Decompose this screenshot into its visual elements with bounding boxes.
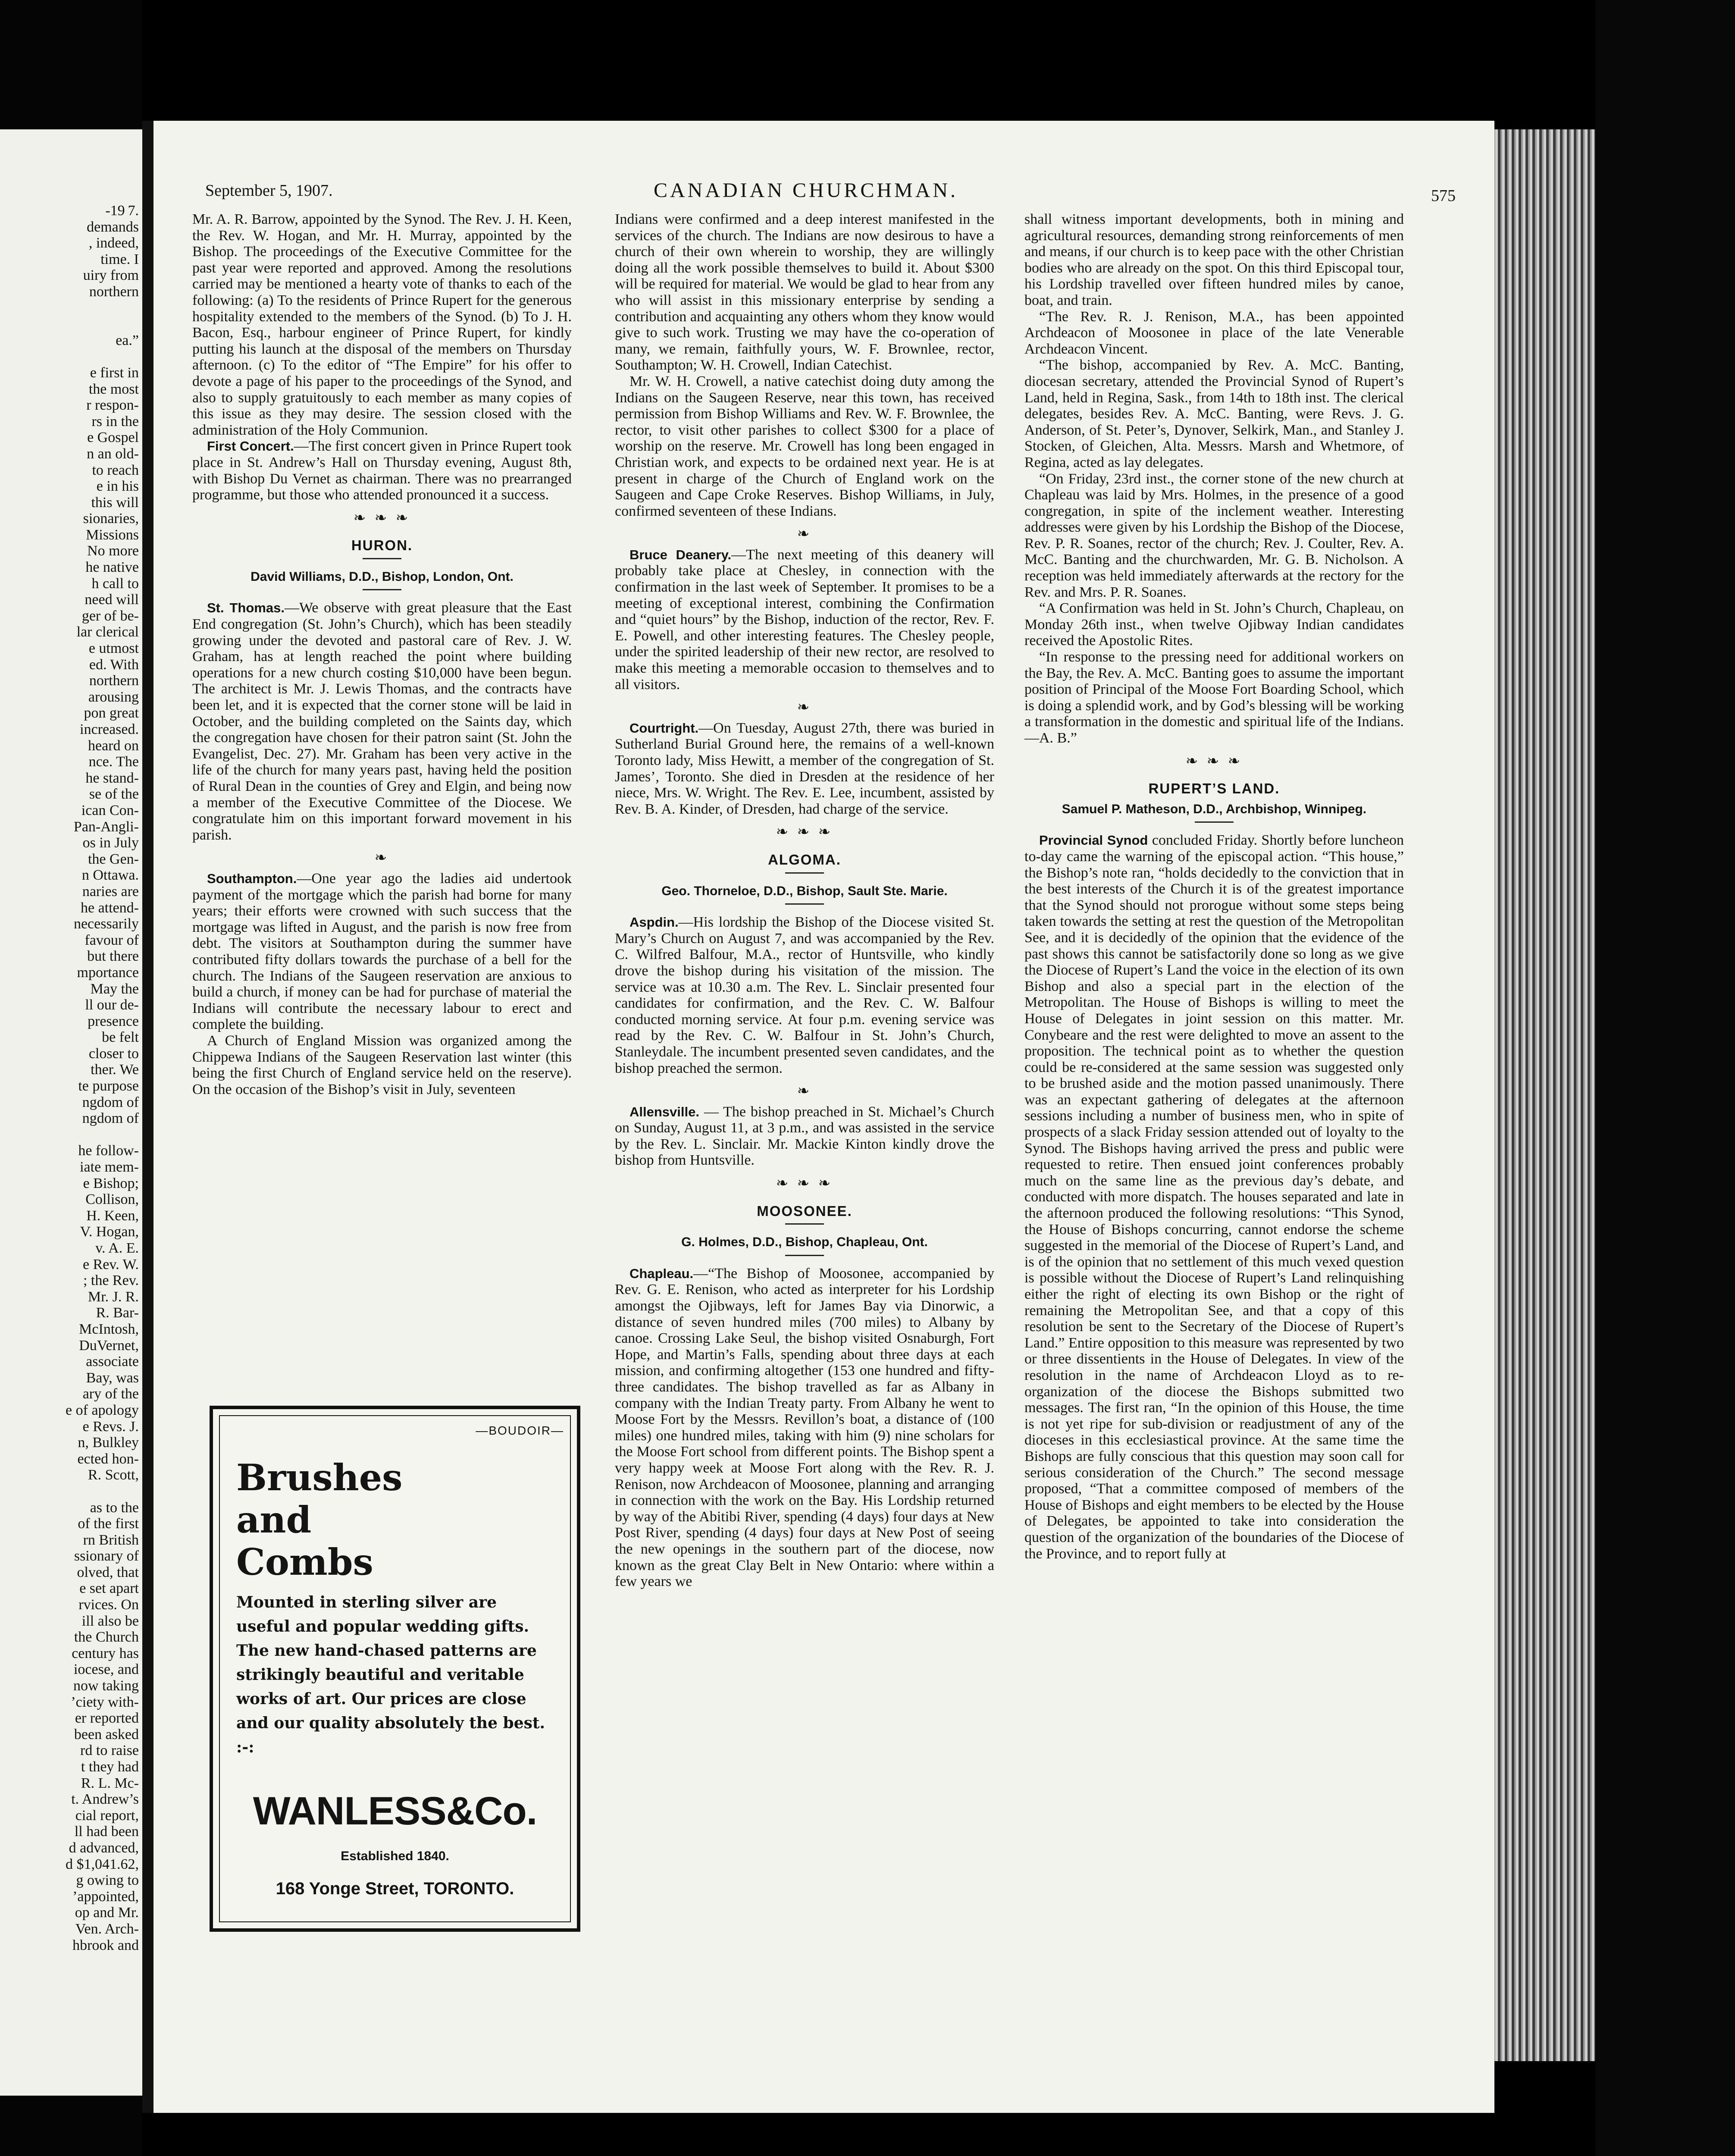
facing-page-line: cial report, xyxy=(75,1807,139,1824)
facing-page-line: op and Mr. xyxy=(75,1905,139,1921)
facing-page-line: v. A. E. xyxy=(95,1240,139,1256)
facing-page-line: ger of be- xyxy=(81,608,139,624)
divider xyxy=(785,903,824,905)
paragraph: “On Friday, 23rd inst., the corner stone of the new church at Chapleau was laid by Mrs. Holmes, in the presence of a good congregation, in spite of the inclement weather. Interesting addresses were given by his Lordship the Bishop of the Diocese, Rev. P. R. Soanes, rector of the church; Rev. J. Coulter, Rev. A. McC. Banting and the churchwarden, Mr. G. B. Nicholson. A reception was held immediately afterwards at the rectory for the Rev. and Mrs. P. R. Soanes. xyxy=(1024,470,1404,600)
ad-address: 168 Yonge Street, TORONTO. xyxy=(276,1879,514,1898)
facing-page-line: e in his xyxy=(96,478,139,495)
issue-date: September 5, 1907. xyxy=(205,182,333,200)
facing-page-line: Ven. Arch- xyxy=(75,1921,139,1937)
run-in-heading: First Concert. xyxy=(207,439,294,454)
facing-page-line: sionaries, xyxy=(83,511,139,527)
newspaper-page xyxy=(153,121,1494,2113)
ad-brand: WANLESS&Co. xyxy=(253,1789,537,1833)
advertisement-box xyxy=(210,1406,580,1932)
facing-page-line: R. Scott, xyxy=(88,1467,139,1483)
facing-page-line: the Gen- xyxy=(88,851,139,867)
facing-page-line: e Rev. W. xyxy=(82,1256,139,1272)
paragraph xyxy=(192,600,572,843)
facing-page-line: heard on xyxy=(88,737,139,754)
paragraph-text: —One year ago the ladies aid undertook payment of the mortgage which the parish had borne for many years; their efforts were crowned with such success that the mortgage was lifted in August, and the parish is now free from debt. The visitors at Southampton during the summer have contributed fifty dollars towards the purchase of a bell for the church. The Indians of the Saugeen reservation are anxious to build a church, if money can be had for purchase of material the Indians will contribute the necessary labour to erect and complete the building. xyxy=(192,870,572,1033)
run-in-heading: Aspdin. xyxy=(629,915,679,930)
facing-page-line: rs in the xyxy=(91,413,139,429)
facing-page-line: ill also be xyxy=(81,1613,139,1629)
facing-page-line: ll our de- xyxy=(85,997,139,1013)
ad-headline: Brushes and Combs xyxy=(236,1456,403,1583)
section-ornament: ❧ xyxy=(374,850,390,866)
facing-page-line: he attend- xyxy=(81,899,139,916)
divider xyxy=(785,1255,824,1256)
page-number: 575 xyxy=(1431,187,1456,205)
paragraph xyxy=(615,1104,994,1169)
paragraph-text: —The next meeting of this deanery will probably take place at Chesley, in connection with the confirmation in the last week of September. It promises to be a meeting of exceptional interest, combining the Confirmation and “quiet hours” by the Bishop, induction of the rector, Rev. F. E. Powell, and other interesting features. The Chesley people, under the spirited leadership of their new rector, are resolved to make this meeting a memorable occasion to themselves and to all visitors. xyxy=(615,546,994,693)
facing-page-line: this will xyxy=(91,494,139,511)
paragraph: “The Rev. R. J. Renison, M.A., has been appointed Archdeacon of Moosonee in place of the late Venerable Archdeacon Vincent. xyxy=(1024,308,1404,357)
section-ornament: ❧ ❧ ❧ xyxy=(776,824,833,840)
run-in-heading: Allensville. xyxy=(629,1104,699,1119)
facing-page-line: McIntosh, xyxy=(79,1321,139,1337)
facing-page-line: rn British xyxy=(83,1532,139,1548)
facing-page-line: northern xyxy=(89,283,139,300)
facing-page-line: the Church xyxy=(74,1629,139,1645)
paragraph xyxy=(615,720,994,818)
facing-page-line: DuVernet, xyxy=(79,1337,139,1354)
section-title: MOOSONEE. xyxy=(757,1203,852,1219)
facing-page-text xyxy=(1,203,139,1953)
facing-page-line: iate mem- xyxy=(80,1159,139,1175)
facing-page-line: rd to raise xyxy=(80,1742,139,1759)
facing-page-line: nce. The xyxy=(88,754,139,770)
masthead: CANADIAN CHURCHMAN. xyxy=(654,179,958,202)
facing-page-line: been asked xyxy=(74,1726,139,1742)
facing-page-line: naries are xyxy=(82,883,139,899)
divider xyxy=(785,872,824,874)
bishop-byline: Geo. Thorneloe, D.D., Bishop, Sault Ste. Marie. xyxy=(661,884,948,898)
facing-page-line: ected hon- xyxy=(77,1451,139,1467)
facing-page-line: Pan-Angli- xyxy=(73,818,139,835)
facing-page-line: te purpose xyxy=(78,1078,139,1094)
column-3 xyxy=(1024,211,1404,1562)
paragraph xyxy=(192,438,572,503)
facing-page-line: g owing to xyxy=(76,1872,139,1889)
paragraph: Mr. W. H. Crowell, a native catechist doing duty among the Indians on the Saugeen Reserve, near this town, has received permission from Bishop Williams and Rev. W. F. Brownlee, the rector, to visit other parishes to collect $300 for a place of worship on the reserve. Mr. Crowell has long been engaged in Christian work, and expects to be ordained next year. He is at present in charge of the Church of England work on the Saugeen and Cape Croke Reserves. Bishop Williams, in July, confirmed seventeen of these Indians. xyxy=(615,373,994,519)
bishop-byline: David Williams, D.D., Bishop, London, Ont. xyxy=(251,569,514,584)
facing-page-line: olved, that xyxy=(77,1564,139,1580)
facing-page-line: ngdom of xyxy=(82,1110,139,1127)
facing-page-line: ican Con- xyxy=(81,802,139,818)
section-ornament: ❧ ❧ ❧ xyxy=(1185,753,1243,769)
divider xyxy=(1195,821,1234,823)
facing-page-line: ’ciety with- xyxy=(71,1694,139,1710)
facing-page-line: e utmost xyxy=(88,640,139,657)
facing-page-line xyxy=(1,316,139,332)
facing-page-line xyxy=(1,300,139,317)
facing-page-line: ngdom of xyxy=(82,1094,139,1110)
facing-page-line: now taking xyxy=(73,1678,139,1694)
ad-body: Mounted in sterling silver are useful and popular wedding gifts. The new hand-chased patterns are strikingly beautiful and veritable works of art. Our prices are close and our quality absolutely the best. :-: xyxy=(236,1593,545,1756)
facing-page-line: -19 7. xyxy=(105,203,139,219)
facing-page-line: t. Andrew’s xyxy=(71,1791,139,1808)
facing-page-line: time. I xyxy=(100,251,139,267)
facing-page-line: be felt xyxy=(102,1029,139,1046)
paragraph: Mr. A. R. Barrow, appointed by the Synod. The Rev. J. H. Keen, the Rev. W. Hogan, and Mr. H. Murray, appointed by the Bishop. The proceedings of the Executive Committee for the past year were reported and approved. Among the resolutions carried may be mentioned a hearty vote of thanks to each of the following: (a) To the residents of Prince Rupert for the generous hospitality extended to the members of the Synod. (b) To J. H. Bacon, Esq., harbour engineer of Prince Rupert, for kindly putting his launch at the disposal of the members on Thursday afternoon. (c) To the editor of “The Empire” for his offer to devote a page of his paper to the proceedings of the Synod, and also to supply gratuitously to each member as many copies of this issue as they may desire. The session closed with the administration of the Holy Communion. xyxy=(192,211,572,438)
facing-page-line: se of the xyxy=(89,786,139,802)
facing-page-line: to reach xyxy=(92,462,139,478)
facing-page-line: of the first xyxy=(78,1516,139,1532)
facing-page-line: lar clerical xyxy=(76,624,139,640)
facing-page-line: No more xyxy=(87,543,139,559)
facing-page-line: ther. We xyxy=(91,1062,139,1078)
facing-page-line: ; the Rev. xyxy=(83,1272,139,1289)
facing-page-line xyxy=(1,1483,139,1500)
paragraph xyxy=(615,547,994,693)
paragraph: shall witness important developments, both in mining and agricultural resources, demanding strong reinforcements of men and means, if our church is to keep pace with the other Christian bodies who are already on the spot. On this third Episcopal tour, his Lordship travelled over fifteen hundred miles by canoe, boat, and train. xyxy=(1024,211,1404,308)
page-gutter xyxy=(142,121,153,2113)
facing-page-line: the most xyxy=(88,381,139,397)
facing-page-line: e Gospel xyxy=(87,429,139,446)
run-in-heading: Bruce Deanery. xyxy=(629,547,732,562)
facing-page-line: ed. With xyxy=(89,656,139,673)
divider xyxy=(785,1223,824,1225)
facing-page-line: ary of the xyxy=(82,1386,139,1402)
facing-page-line: hbrook and xyxy=(72,1937,139,1953)
section-ornament: ❧ xyxy=(797,1083,812,1100)
paragraph xyxy=(1024,832,1404,1562)
paragraph-text: —We observe with great pleasure that the East End congregation (St. John’s Church), which has been steadily growing under the devoted and pastoral care of Rev. J. W. Graham, has at length reached the point where building operations for a new church costing $10,000 have been begun. The architect is Mr. J. Lewis Thomas, and the contracts have been let, and it is expected that the corner stone will be laid in October, and the building completed on the Saints day, which the congregation have chosen for their patron saint (St. John the Evangelist, Dec. 27). Mr. Graham has been very active in the life of the church for many years past, having held the position of Rural Dean in the counties of Grey and Elgin, and being now a member of the Executive Committee of the Diocese. We congratulate him on this important forward movement in his parish. xyxy=(192,600,572,843)
section-title: HURON. xyxy=(351,537,413,554)
section-ornament: ❧ xyxy=(797,526,812,542)
divider xyxy=(363,589,401,590)
facing-page-line: ’appointed, xyxy=(72,1888,139,1905)
facing-page-line: r respon- xyxy=(86,397,139,414)
facing-page-line: e Bishop; xyxy=(83,1175,139,1191)
run-in-heading: Provincial Synod xyxy=(1039,833,1148,848)
facing-page-line: presence xyxy=(88,1013,139,1029)
ad-established: Established 1840. xyxy=(341,1849,449,1863)
facing-page-line: n an old- xyxy=(87,445,139,462)
facing-page-line: century has xyxy=(72,1645,139,1661)
paragraph: “In response to the pressing need for additional workers on the Bay, the Rev. A. McC. Banting goes to assume the important position of Principal of the Moose Fort Boarding School, which is doing a splendid work, and by God’s blessing will be working a transformation in the domestic and spiritual life of the Indians.—A. B.” xyxy=(1024,649,1404,746)
facing-page-line: Mr. J. R. xyxy=(88,1288,139,1305)
facing-page-line: e first in xyxy=(90,364,139,381)
bishop-byline: G. Holmes, D.D., Bishop, Chapleau, Ont. xyxy=(681,1235,928,1250)
facing-page-line: R. Bar- xyxy=(96,1305,139,1321)
divider xyxy=(363,558,401,559)
paragraph: “A Confirmation was held in St. John’s Church, Chapleau, on Monday 26th inst., when twelve Ojibway Indian candidates received the Apostolic Rites. xyxy=(1024,600,1404,649)
page-header xyxy=(205,181,1464,207)
facing-page-line: ea.” xyxy=(116,332,139,348)
facing-page-edge xyxy=(0,129,142,2096)
facing-page-line: Bay, was xyxy=(86,1369,139,1386)
facing-page-line: e Revs. J. xyxy=(82,1418,139,1435)
paragraph-text: —His lordship the Bishop of the Diocese visited St. Mary’s Church on August 7, and was accompanied by the Rev. C. Wilfred Balfour, M.A., rector of Huntsville, who kindly drove the bishop during his visitation of the mission. The service was at 10.30 a.m. The Rev. L. Sinclair presented four candidates for confirmation, and the Rev. C. W. Balfour conducted morning service. At four p.m. evening service was read by the Rev. C. W. Balfour in St. John’s Church, Stanleydale. The incumbent presented seven candidates, and the bishop preached the sermon. xyxy=(615,914,994,1076)
facing-page-line: May the xyxy=(90,981,139,997)
facing-page-line: os in July xyxy=(82,835,139,851)
paragraph-text: —“The Bishop of Moosonee, accompanied by Rev. G. E. Renison, who acted as interpreter for his Lordship amongst the Ojibways, left for James Bay via Dinorwic, a distance of seven hundred miles (700 miles) to Albany by canoe. Crossing Lake Seul, the bishop visited Osnaburgh, Fort Hope, and Martin’s Falls, spending about three days at each mission, and confirming altogether (153 one hundred and fifty-three candidates. The bishop travelled as far as Albany in company with the Indian Treaty party. From Albany he went to Moose Fort by the Messrs. Revillon’s boat, a distance of (100 miles) one hundred miles, taking with him (9) nine scholars for the Moose Fort school from different points. The Bishop spent a very happy week at Moose Fort along with the Rev. R. J. Renison, now Archdeacon of Moosonee, planning and arranging in connection with the work on the Bay. His Lordship returned by way of the Abitibi River, spending (4 days) four days at New Post River, spending (4 days) four days at New Post of seeing the new openings in the southern part of the diocese, now known as the great Clay Belt in New Ontario: where within a few years we xyxy=(615,1265,994,1590)
facing-page-line: closer to xyxy=(88,1045,139,1062)
section-ornament: ❧ ❧ ❧ xyxy=(776,1175,833,1192)
facing-page-line: t they had xyxy=(81,1759,139,1775)
facing-page-line: V. Hogan, xyxy=(80,1224,139,1240)
facing-page-line: as to the xyxy=(90,1499,139,1516)
run-in-heading: Southampton. xyxy=(207,871,297,886)
facing-page-line: R. L. Mc- xyxy=(81,1775,139,1791)
facing-page-line: he follow- xyxy=(78,1143,139,1159)
facing-page-line: he native xyxy=(85,559,139,576)
facing-page-line: d advanced, xyxy=(69,1839,139,1856)
facing-page-line xyxy=(1,348,139,365)
facing-page-line: northern xyxy=(89,673,139,689)
facing-page-line: pon great xyxy=(84,705,139,721)
section-ornament: ❧ ❧ ❧ xyxy=(353,510,411,526)
facing-page-line: favour of xyxy=(85,932,139,948)
run-in-heading: Courtright. xyxy=(629,720,699,736)
scan-border-right xyxy=(1595,0,1735,2156)
facing-page-line: increased. xyxy=(80,721,139,737)
run-in-heading: Chapleau. xyxy=(629,1266,694,1281)
column-1 xyxy=(192,211,572,1097)
facing-page-line: uiry from xyxy=(83,267,139,284)
facing-page-line: but there xyxy=(87,948,139,965)
ad-tag: —BOUDOIR— xyxy=(476,1424,564,1437)
paragraph-text: —The first concert given in Prince Rupert took place in St. Andrew’s Hall on Thursday evening, August 8th, with Bishop Du Vernet as chairman. There was no prearranged programme, but those who attended pronounced it a success. xyxy=(192,438,572,503)
facing-page-line: H. Keen, xyxy=(86,1207,139,1224)
facing-page-line: need will xyxy=(85,592,139,608)
facing-page-line: associate xyxy=(86,1354,139,1370)
bishop-byline: Samuel P. Matheson, D.D., Archbishop, Winnipeg. xyxy=(1062,802,1367,816)
section-title: ALGOMA. xyxy=(768,851,841,868)
facing-page-line: arousing xyxy=(88,689,139,705)
facing-page-line xyxy=(1,1127,139,1143)
facing-page-line: iocese, and xyxy=(73,1661,139,1678)
section-title: RUPERT’S LAND. xyxy=(1148,780,1280,797)
facing-page-line: n, Bulkley xyxy=(78,1435,139,1451)
paragraph xyxy=(192,871,572,1033)
paragraph-text: concluded Friday. Shortly before luncheon to-day came the warning of the episcopal action. “This house,” the Bishop’s note ran, “holds decidedly to the conviction that in the best interests of the Church it is of the greatest importance that the Synod should not prorogue without some steps being taken towards the setting at rest the question of the Metropolitan See, and it is decidedly of the opinion that the evidence of the past shows this cannot be satisfactorily done so long as we give the Diocese of Rupert’s Land the voice in the election of its own Bishop and also a special part in the election of the Metropolitan. The House of Bishops is willing to meet the House of Delegates in joint session on this matter. Mr. Conybeare and the rest were delighted to move an assent to the proposition. The technical point as to whether the question could be re-considered at the same session was suggested only to be brushed aside and the motion passed unanimously. There was an expectant gathering of delegates at the afternoon sessions including a number of business men, who in spite of prospects of a slack Friday session attended out of loyalty to the Synod. The Bishops having arrived the press and public were requested to retire. Then ensued joint conferences probably much on the same line as the previous day’s debate, and conducted with more dispatch. The houses separated and late in the afternoon produced the following resolutions: “This Synod, the House of Bishops concurring, cannot endorse the scheme suggested in the memorial of the Diocese of Rupert’s Land, and is of the opinion that no settlement of this much vexed question is possible without the Diocese of Rupert’s Land relinquishing either the right of electing its own Bishop or the right of remaining the Metropolitan See, and that a copy of this resolution be sent to the Secretary of the Diocese of Rupert’s Land.” Entire opposition to this measure was represented by two or three dissentients in the House of Delegates. In view of the resolution in the name of Archdeacon Lloyd as to re-organization of the diocese the Bishops submitted two messages. The first ran, “In the opinion of this House, the time is not yet ripe for sub-division or readjustment of any of the dioceses in this ecclesiastical province. At the same time the Bishops are fully conscious that this question may soon call for serious consideration of the Church.” The second message proposed, “That a committee composed of members of the House of Bishops and eight members to be elected by the House of Delegates, be appointed to take into consideration the question of the organization of the boundaries of the Diocese of the Province, and to report fully at xyxy=(1024,832,1404,1562)
paragraph xyxy=(615,1266,994,1590)
facing-page-line: n Ottawa. xyxy=(81,867,139,884)
facing-page-line: Collison, xyxy=(85,1191,139,1208)
facing-page-line: ll had been xyxy=(74,1824,139,1840)
paragraph: “The bishop, accompanied by Rev. A. McC. Banting, diocesan secretary, attended the Provincial Synod of Rupert’s Land, held in Regina, Sask., from 14th to 18th inst. The clerical delegates, besides Rev. A. McC. Banting, were Revs. J. G. Anderson, of St. Peter’s, Dynover, Selkirk, Man., and Stanley J. Stocken, of Gleichen, Alta. Messrs. Marsh and Whetmore, of Regina, acted as lay delegates. xyxy=(1024,357,1404,470)
column-2 xyxy=(615,211,994,1590)
paragraph-text: —On Tuesday, August 27th, there was buried in Sutherland Burial Ground here, the remains of a well-known Toronto lady, Miss Hewitt, a member of the congregation of St. James’, Toronto. She died in Dresden at the residence of her niece, Mrs. W. Wright. The Rev. E. Lee, incumbent, assisted by Rev. B. A. Kinder, of Dresden, had charge of the service. xyxy=(615,720,994,817)
facing-page-line: necessarily xyxy=(73,916,139,932)
paragraph: A Church of England Mission was organized among the Chippewa Indians of the Saugeen Reservation last winter (this being the first Church of England service held on the reserve). On the occasion of the Bishop’s visit in July, seventeen xyxy=(192,1032,572,1097)
paragraph xyxy=(615,914,994,1076)
section-ornament: ❧ xyxy=(797,699,812,716)
facing-page-line: Missions xyxy=(86,526,139,543)
facing-page-line: e of apology xyxy=(66,1402,139,1418)
facing-page-line: , indeed, xyxy=(88,235,139,251)
facing-page-line: demands xyxy=(87,219,139,235)
facing-page-line: e set apart xyxy=(79,1580,139,1597)
facing-page-line: mportance xyxy=(77,964,139,981)
facing-page-line: d $1,041.62, xyxy=(66,1856,139,1872)
run-in-heading: St. Thomas. xyxy=(207,600,285,616)
facing-page-line: ssionary of xyxy=(74,1548,139,1564)
paragraph: Indians were confirmed and a deep interest manifested in the services of the church. The Indians are now desirous to have a church of their own wherein to worship, they are willingly doing all the work possible themselves to build it. About $300 will be required for material. We would be glad to hear from any who will assist in this missionary enterprise by sending a contribution and acquainting any others whom they know would give to such work. Trusting we may have the co-operation of many, we remain, faithfully yours, W. F. Brownlee, rector, Southampton; W. H. Crowell, Indian Catechist. xyxy=(615,211,994,373)
facing-page-line: h call to xyxy=(91,575,139,592)
facing-page-line: er reported xyxy=(75,1710,139,1727)
facing-page-line: rvices. On xyxy=(78,1597,139,1613)
facing-page-line: he stand- xyxy=(85,770,139,786)
paragraph-text: — The bishop preached in St. Michael’s Church on Sunday, August 11, at 3 p.m., and was assisted in the service by the Rev. L. Sinclair. Mr. Mackie Kinton kindly drove the bishop from Huntsville. xyxy=(615,1103,994,1169)
